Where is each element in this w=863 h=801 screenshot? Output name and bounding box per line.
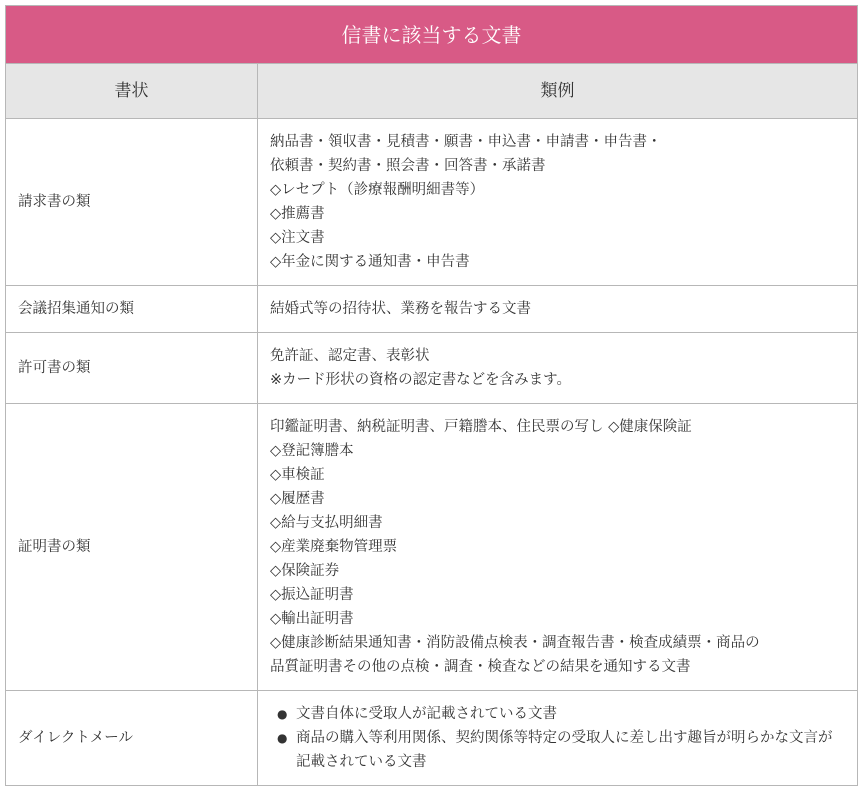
table-row xyxy=(6,404,858,691)
example-line: ◇輸出証明書 xyxy=(270,611,354,627)
bullet-list xyxy=(270,702,845,774)
example-line: ※カード形状の資格の認定書などを含みます。 xyxy=(270,372,571,388)
table-row xyxy=(6,119,858,286)
example-line: 納品書・領収書・見積書・願書・申込書・申請書・申告書・ xyxy=(270,134,662,150)
example-line: 結婚式等の招待状、業務を報告する文書 xyxy=(270,301,531,317)
example-line: ◇給与支払明細書 xyxy=(270,515,383,531)
list-item-text: 文書自体に受取人が記載されている文書 xyxy=(296,706,557,722)
example-line: 免許証、認定書、表彰状 xyxy=(270,348,430,364)
example-line: 品質証明書その他の点検・調査・検査などの結果を通知する文書 xyxy=(270,659,691,675)
row-examples-cell xyxy=(258,691,858,786)
table-title: 信書に該当する文書 xyxy=(6,6,858,64)
column-header-type: 書状 xyxy=(6,64,258,119)
row-type-cell: 証明書の類 xyxy=(6,404,258,691)
example-line: ◇推薦書 xyxy=(270,206,325,222)
list-item xyxy=(277,702,845,726)
row-type-cell: ダイレクトメール xyxy=(6,691,258,786)
example-line: ◇登記簿謄本 xyxy=(270,443,354,459)
bullet-icon: ● xyxy=(277,707,288,721)
table-row xyxy=(6,286,858,333)
row-examples-cell xyxy=(258,333,858,404)
example-line: ◇保険証券 xyxy=(270,563,340,579)
example-line: ◇車検証 xyxy=(270,467,325,483)
table-row xyxy=(6,691,858,786)
example-line: ◇年金に関する通知書・申告書 xyxy=(270,254,470,270)
header-row xyxy=(6,64,858,119)
example-line: ◇振込証明書 xyxy=(270,587,354,603)
example-line: ◇産業廃棄物管理票 xyxy=(270,539,398,555)
row-examples-cell xyxy=(258,286,858,333)
example-line: 依頼書・契約書・照会書・回答書・承諾書 xyxy=(270,158,546,174)
row-type-cell: 請求書の類 xyxy=(6,119,258,286)
row-type-cell: 会議招集通知の類 xyxy=(6,286,258,333)
bullet-icon: ● xyxy=(277,731,288,745)
column-header-examples: 類例 xyxy=(258,64,858,119)
example-line: ◇履歴書 xyxy=(270,491,325,507)
row-examples-cell xyxy=(258,119,858,286)
row-examples-cell xyxy=(258,404,858,691)
document-table xyxy=(5,5,858,786)
list-item xyxy=(277,726,845,774)
example-line: 印鑑証明書、納税証明書、戸籍謄本、住民票の写し ◇健康保険証 xyxy=(270,419,692,435)
example-line: ◇注文書 xyxy=(270,230,325,246)
table-row xyxy=(6,333,858,404)
example-line: ◇健康診断結果通知書・消防設備点検表・調査報告書・検査成績票・商品の xyxy=(270,635,760,651)
list-item-text: 商品の購入等利用関係、契約関係等特定の受取人に差し出す趣旨が明らかな文言が記載されている文書 xyxy=(296,730,833,770)
row-type-cell: 許可書の類 xyxy=(6,333,258,404)
title-row xyxy=(6,6,858,64)
example-line: ◇レセプト（診療報酬明細書等） xyxy=(270,182,485,198)
